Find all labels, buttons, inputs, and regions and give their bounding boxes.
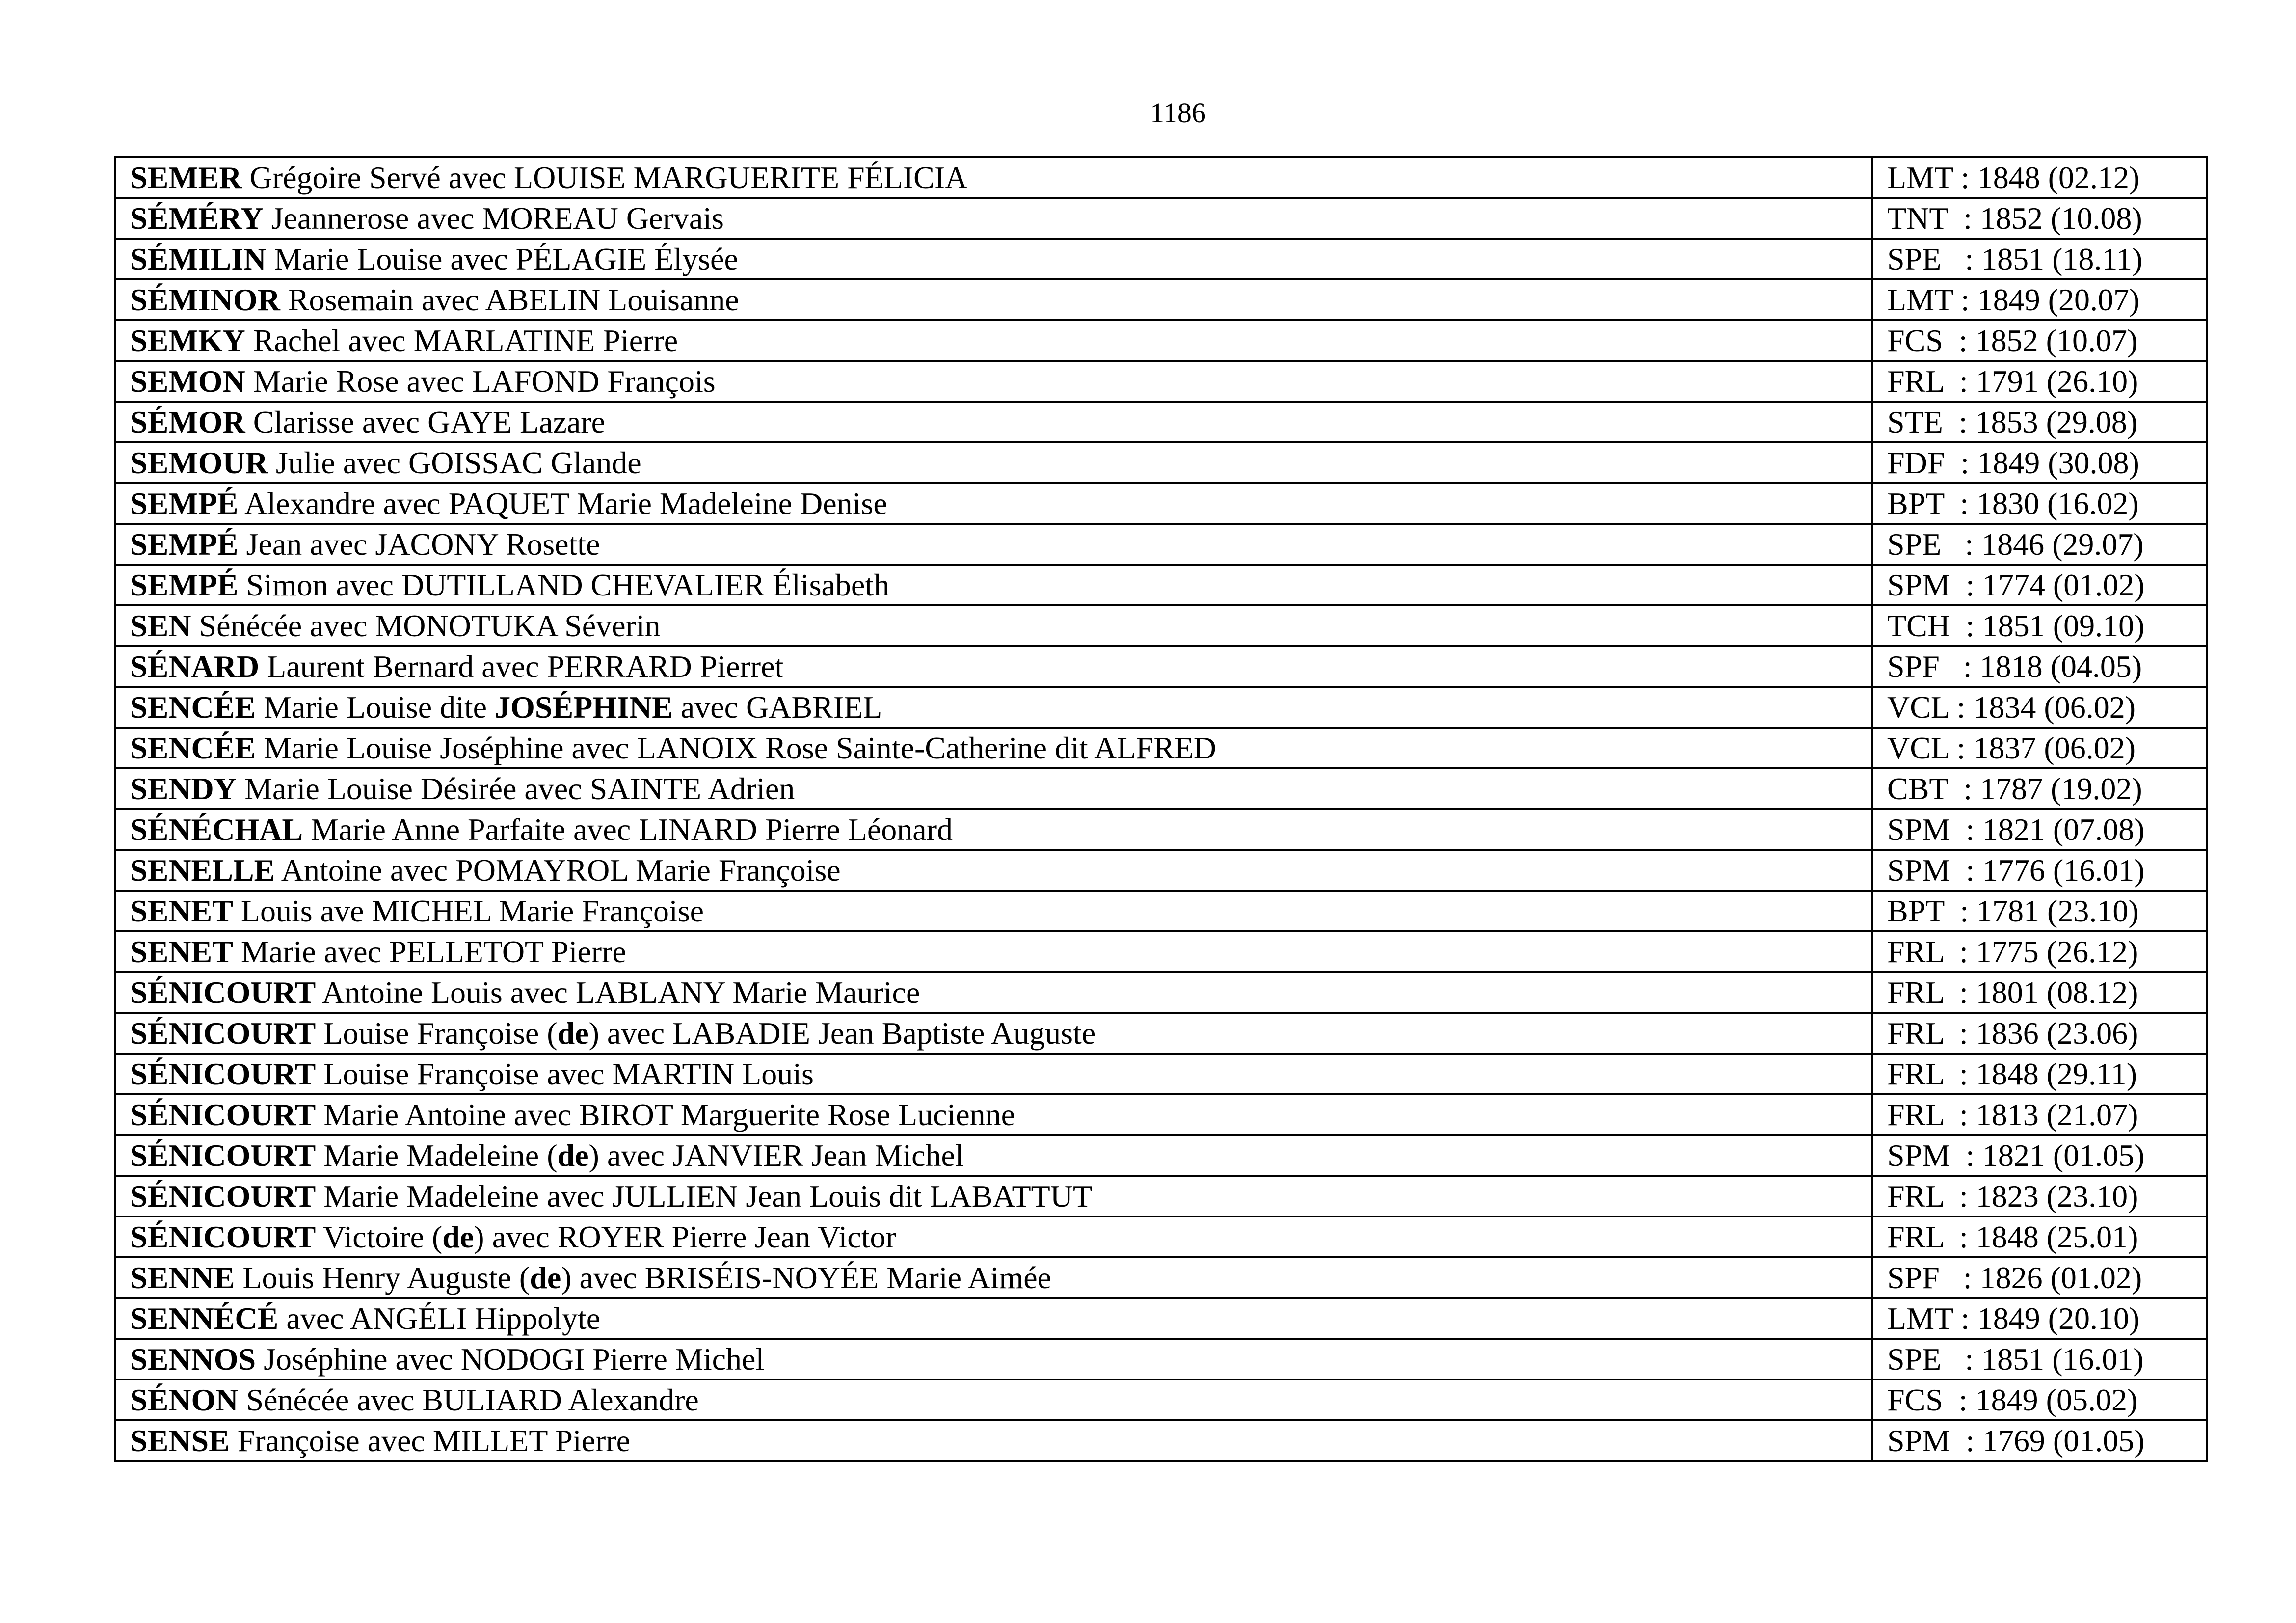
table-row bbox=[115, 891, 2207, 931]
names-cell bbox=[115, 687, 1872, 728]
surname: SÉNICOURT bbox=[130, 1097, 316, 1132]
entry-text: avec ANGÉLI Hippolyte bbox=[278, 1300, 601, 1336]
reference-cell bbox=[1872, 850, 2207, 891]
entry-text: Clarisse avec GAYE Lazare bbox=[245, 404, 605, 439]
names-cell bbox=[115, 320, 1872, 361]
entry-bold-segment: JOSÉPHINE bbox=[495, 689, 673, 725]
table-row bbox=[115, 1339, 2207, 1380]
register-reference: SPM : 1821 (07.08) bbox=[1887, 812, 2145, 847]
surname: SEMPÉ bbox=[130, 486, 239, 521]
register-reference: SPF : 1826 (01.02) bbox=[1887, 1260, 2142, 1295]
reference-cell bbox=[1872, 768, 2207, 809]
entry-text: Marie Louise Désirée avec SAINTE Adrien bbox=[236, 771, 795, 806]
entry-text: Joséphine avec NODOGI Pierre Michel bbox=[256, 1341, 765, 1377]
reference-cell bbox=[1872, 1420, 2207, 1461]
reference-cell bbox=[1872, 1176, 2207, 1217]
table-row bbox=[115, 1135, 2207, 1176]
entry-bold-segment: de bbox=[442, 1219, 474, 1254]
entry-text: Julie avec GOISSAC Glande bbox=[267, 445, 641, 480]
names-cell bbox=[115, 239, 1872, 279]
surname: SENNOS bbox=[130, 1341, 256, 1377]
entry-text: Marie Louise avec PÉLAGIE Élysée bbox=[266, 241, 738, 276]
names-cell bbox=[115, 1380, 1872, 1420]
register-reference: FRL : 1823 (23.10) bbox=[1887, 1178, 2138, 1214]
reference-cell bbox=[1872, 687, 2207, 728]
entry-text-after: ) avec JANVIER Jean Michel bbox=[588, 1137, 964, 1173]
register-reference: FRL : 1813 (21.07) bbox=[1887, 1097, 2138, 1132]
names-cell bbox=[115, 1217, 1872, 1257]
surname: SENSE bbox=[130, 1423, 230, 1458]
register-reference: FRL : 1775 (26.12) bbox=[1887, 934, 2138, 969]
surname: SENCÉE bbox=[130, 730, 256, 765]
register-reference: FCS : 1852 (10.07) bbox=[1887, 323, 2138, 358]
entry-bold-segment: de bbox=[557, 1015, 589, 1051]
reference-cell bbox=[1872, 402, 2207, 442]
entry-text: Louise Françoise avec MARTIN Louis bbox=[316, 1056, 814, 1091]
table-row bbox=[115, 483, 2207, 524]
register-reference: LMT : 1849 (20.10) bbox=[1887, 1300, 2140, 1336]
reference-cell bbox=[1872, 1339, 2207, 1380]
reference-cell bbox=[1872, 605, 2207, 646]
entry-text-after: ) avec LABADIE Jean Baptiste Auguste bbox=[588, 1015, 1096, 1051]
register-reference: LMT : 1849 (20.07) bbox=[1887, 282, 2140, 317]
table-row bbox=[115, 972, 2207, 1013]
register-reference: FRL : 1791 (26.10) bbox=[1887, 363, 2138, 399]
entry-text: Rachel avec MARLATINE Pierre bbox=[245, 323, 678, 358]
register-reference: FCS : 1849 (05.02) bbox=[1887, 1382, 2138, 1417]
surname: SEMON bbox=[130, 363, 245, 399]
names-cell bbox=[115, 768, 1872, 809]
names-cell bbox=[115, 891, 1872, 931]
reference-cell bbox=[1872, 442, 2207, 483]
entry-text: Grégoire Servé avec LOUISE MARGUERITE FÉLICIA bbox=[241, 160, 968, 195]
entry-text: Marie Louise dite bbox=[256, 689, 495, 725]
surname: SÉNICOURT bbox=[130, 1178, 316, 1214]
register-reference: VCL : 1837 (06.02) bbox=[1887, 730, 2136, 765]
reference-cell bbox=[1872, 279, 2207, 320]
table-row bbox=[115, 1013, 2207, 1054]
entry-text-after: ) avec BRISÉIS-NOYÉE Marie Aimée bbox=[561, 1260, 1052, 1295]
register-reference: SPF : 1818 (04.05) bbox=[1887, 649, 2142, 684]
surname: SEN bbox=[130, 608, 191, 643]
register-reference: STE : 1853 (29.08) bbox=[1887, 404, 2138, 439]
register-reference: FRL : 1848 (29.11) bbox=[1887, 1056, 2137, 1091]
entry-text: Laurent Bernard avec PERRARD Pierret bbox=[259, 649, 784, 684]
surname: SEMKY bbox=[130, 323, 245, 358]
reference-cell bbox=[1872, 1217, 2207, 1257]
entry-text: Antoine avec POMAYROL Marie Françoise bbox=[275, 852, 841, 888]
surname: SÉNON bbox=[130, 1382, 239, 1417]
surname: SEMPÉ bbox=[130, 526, 239, 562]
table-row bbox=[115, 687, 2207, 728]
names-cell bbox=[115, 850, 1872, 891]
register-reference: TNT : 1852 (10.08) bbox=[1887, 200, 2142, 236]
table-row bbox=[115, 931, 2207, 972]
reference-cell bbox=[1872, 524, 2207, 565]
table-row bbox=[115, 1054, 2207, 1094]
names-cell bbox=[115, 1298, 1872, 1339]
register-reference: FRL : 1801 (08.12) bbox=[1887, 974, 2138, 1010]
register-reference: VCL : 1834 (06.02) bbox=[1887, 689, 2136, 725]
register-reference: SPM : 1821 (01.05) bbox=[1887, 1137, 2145, 1173]
entry-text: Françoise avec MILLET Pierre bbox=[229, 1423, 631, 1458]
entry-text: Antoine Louis avec LABLANY Marie Maurice bbox=[316, 974, 920, 1010]
surname: SEMOUR bbox=[130, 445, 268, 480]
entry-text: Louis ave MICHEL Marie Françoise bbox=[233, 893, 704, 928]
surname: SÉMOR bbox=[130, 404, 245, 439]
names-cell bbox=[115, 1176, 1872, 1217]
surname: SÉNICOURT bbox=[130, 974, 316, 1010]
entry-text: Marie Louise Joséphine avec LANOIX Rose Sainte-Catherine dit ALFRED bbox=[256, 730, 1216, 765]
table-row bbox=[115, 402, 2207, 442]
names-cell bbox=[115, 1420, 1872, 1461]
names-cell bbox=[115, 524, 1872, 565]
register-reference: BPT : 1781 (23.10) bbox=[1887, 893, 2139, 928]
surname: SÉNICOURT bbox=[130, 1015, 316, 1051]
marriage-registry-table bbox=[114, 156, 2208, 1462]
register-reference: BPT : 1830 (16.02) bbox=[1887, 486, 2139, 521]
surname: SENNE bbox=[130, 1260, 235, 1295]
surname: SEMER bbox=[130, 160, 242, 195]
table-row bbox=[115, 1380, 2207, 1420]
surname: SÉMÉRY bbox=[130, 200, 264, 236]
reference-cell bbox=[1872, 931, 2207, 972]
entry-text: Sénécée avec MONOTUKA Séverin bbox=[191, 608, 661, 643]
entry-text: Jean avec JACONY Rosette bbox=[238, 526, 600, 562]
table-row bbox=[115, 1217, 2207, 1257]
table-row bbox=[115, 320, 2207, 361]
table-row bbox=[115, 442, 2207, 483]
table-row bbox=[115, 728, 2207, 768]
reference-cell bbox=[1872, 809, 2207, 850]
surname: SENET bbox=[130, 934, 233, 969]
names-cell bbox=[115, 1257, 1872, 1298]
reference-cell bbox=[1872, 320, 2207, 361]
surname: SÉNICOURT bbox=[130, 1219, 316, 1254]
names-cell bbox=[115, 646, 1872, 687]
names-cell bbox=[115, 1135, 1872, 1176]
surname: SENET bbox=[130, 893, 233, 928]
table-row bbox=[115, 361, 2207, 402]
table-row bbox=[115, 524, 2207, 565]
entry-text: Rosemain avec ABELIN Louisanne bbox=[280, 282, 739, 317]
names-cell bbox=[115, 605, 1872, 646]
entry-bold-segment: de bbox=[557, 1137, 589, 1173]
entry-text: Louise Françoise ( bbox=[316, 1015, 558, 1051]
names-cell bbox=[115, 565, 1872, 605]
entry-text: Marie Madeleine avec JULLIEN Jean Louis dit LABATTUT bbox=[316, 1178, 1093, 1214]
reference-cell bbox=[1872, 1054, 2207, 1094]
entry-text-after: ) avec ROYER Pierre Jean Victor bbox=[474, 1219, 896, 1254]
entry-text: Marie Anne Parfaite avec LINARD Pierre Léonard bbox=[303, 812, 953, 847]
table-row bbox=[115, 1176, 2207, 1217]
names-cell bbox=[115, 728, 1872, 768]
register-reference: SPM : 1769 (01.05) bbox=[1887, 1423, 2145, 1458]
register-reference: TCH : 1851 (09.10) bbox=[1887, 608, 2145, 643]
reference-cell bbox=[1872, 361, 2207, 402]
names-cell bbox=[115, 1094, 1872, 1135]
entry-text: Sénécée avec BULIARD Alexandre bbox=[238, 1382, 699, 1417]
table-row bbox=[115, 646, 2207, 687]
entry-text: Alexandre avec PAQUET Marie Madeleine Denise bbox=[238, 486, 887, 521]
reference-cell bbox=[1872, 239, 2207, 279]
register-reference: SPE : 1851 (18.11) bbox=[1887, 241, 2143, 276]
table-row bbox=[115, 809, 2207, 850]
table-row bbox=[115, 157, 2207, 198]
surname: SÉNICOURT bbox=[130, 1137, 316, 1173]
names-cell bbox=[115, 279, 1872, 320]
reference-cell bbox=[1872, 1135, 2207, 1176]
table-row bbox=[115, 850, 2207, 891]
entry-text: Marie Rose avec LAFOND François bbox=[245, 363, 716, 399]
names-cell bbox=[115, 361, 1872, 402]
table-row bbox=[115, 1298, 2207, 1339]
surname: SÉNARD bbox=[130, 649, 260, 684]
reference-cell bbox=[1872, 483, 2207, 524]
register-reference: SPM : 1774 (01.02) bbox=[1887, 567, 2145, 602]
surname: SENELLE bbox=[130, 852, 275, 888]
names-cell bbox=[115, 1013, 1872, 1054]
entry-text: Marie Madeleine ( bbox=[316, 1137, 558, 1173]
table-row bbox=[115, 1257, 2207, 1298]
registry-table-body bbox=[115, 157, 2207, 1461]
entry-text: Simon avec DUTILLAND CHEVALIER Élisabeth bbox=[238, 567, 890, 602]
reference-cell bbox=[1872, 1094, 2207, 1135]
surname: SENNÉCÉ bbox=[130, 1300, 279, 1336]
register-reference: SPE : 1851 (16.01) bbox=[1887, 1341, 2144, 1377]
names-cell bbox=[115, 198, 1872, 239]
table-row bbox=[115, 605, 2207, 646]
names-cell bbox=[115, 402, 1872, 442]
names-cell bbox=[115, 483, 1872, 524]
page-number: 1186 bbox=[1150, 97, 1206, 129]
entry-text: Marie avec PELLETOT Pierre bbox=[233, 934, 626, 969]
reference-cell bbox=[1872, 728, 2207, 768]
register-reference: SPE : 1846 (29.07) bbox=[1887, 526, 2144, 562]
surname: SENCÉE bbox=[130, 689, 256, 725]
register-reference: LMT : 1848 (02.12) bbox=[1887, 160, 2140, 195]
register-reference: CBT : 1787 (19.02) bbox=[1887, 771, 2142, 806]
reference-cell bbox=[1872, 646, 2207, 687]
reference-cell bbox=[1872, 157, 2207, 198]
reference-cell bbox=[1872, 972, 2207, 1013]
surname: SÉNÉCHAL bbox=[130, 812, 303, 847]
surname: SÉMINOR bbox=[130, 282, 280, 317]
entry-text: Victoire ( bbox=[316, 1219, 443, 1254]
reference-cell bbox=[1872, 1380, 2207, 1420]
entry-text: Jeannerose avec MOREAU Gervais bbox=[263, 200, 724, 236]
reference-cell bbox=[1872, 1257, 2207, 1298]
table-row bbox=[115, 768, 2207, 809]
surname: SENDY bbox=[130, 771, 237, 806]
surname: SEMPÉ bbox=[130, 567, 239, 602]
names-cell bbox=[115, 809, 1872, 850]
names-cell bbox=[115, 1054, 1872, 1094]
reference-cell bbox=[1872, 891, 2207, 931]
table-row bbox=[115, 1420, 2207, 1461]
names-cell bbox=[115, 931, 1872, 972]
table-row bbox=[115, 1094, 2207, 1135]
table-row bbox=[115, 239, 2207, 279]
names-cell bbox=[115, 442, 1872, 483]
reference-cell bbox=[1872, 1013, 2207, 1054]
names-cell bbox=[115, 1339, 1872, 1380]
entry-bold-segment: de bbox=[530, 1260, 561, 1295]
table-row bbox=[115, 279, 2207, 320]
names-cell bbox=[115, 972, 1872, 1013]
register-reference: FRL : 1836 (23.06) bbox=[1887, 1015, 2138, 1051]
surname: SÉNICOURT bbox=[130, 1056, 316, 1091]
table-row bbox=[115, 565, 2207, 605]
register-reference: SPM : 1776 (16.01) bbox=[1887, 852, 2145, 888]
names-cell bbox=[115, 157, 1872, 198]
register-reference: FDF : 1849 (30.08) bbox=[1887, 445, 2139, 480]
reference-cell bbox=[1872, 198, 2207, 239]
reference-cell bbox=[1872, 1298, 2207, 1339]
entry-text: Marie Antoine avec BIROT Marguerite Rose Lucienne bbox=[316, 1097, 1015, 1132]
entry-text-after: avec GABRIEL bbox=[672, 689, 882, 725]
register-reference: FRL : 1848 (25.01) bbox=[1887, 1219, 2138, 1254]
surname: SÉMILIN bbox=[130, 241, 267, 276]
entry-text: Louis Henry Auguste ( bbox=[235, 1260, 530, 1295]
table-row bbox=[115, 198, 2207, 239]
reference-cell bbox=[1872, 565, 2207, 605]
